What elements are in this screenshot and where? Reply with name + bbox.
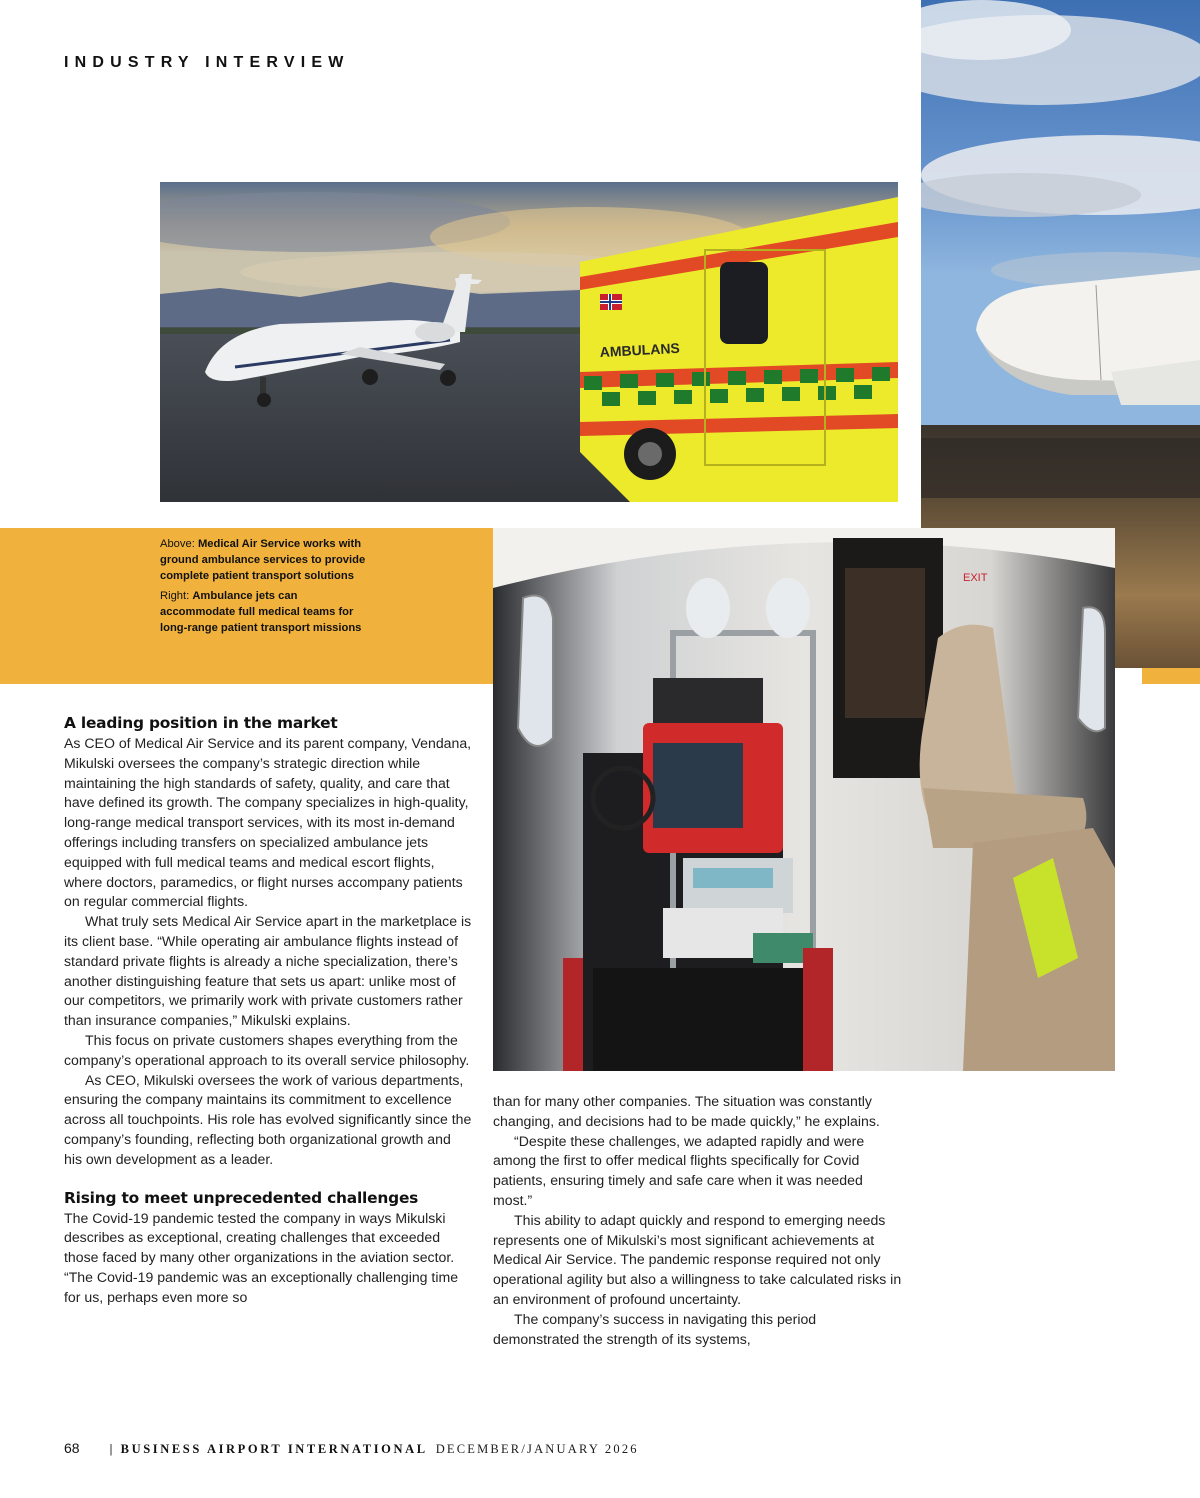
caption-above-text: Medical Air Service works with ground ambulance services to provide complete patient transport solutions bbox=[160, 538, 366, 582]
paragraph: The Covid-19 pandemic tested the company in ways Mikulski describes as exceptional, creating challenges that exceeded those faced by many other organizations in the aviation sector. “The Covid-19 pandemic was an exceptionally challenging time for us, perhaps even more so bbox=[64, 1209, 459, 1305]
article-column-right bbox=[493, 1092, 903, 1349]
heading-leading-position: A leading position in the market bbox=[64, 714, 338, 732]
exit-sign: EXIT bbox=[963, 572, 988, 584]
paragraph: “Despite these challenges, we adapted rapidly and were among the first to offer medical flights specifically for Covid patients, ensuring timely and safe care when it was needed most.” bbox=[493, 1132, 865, 1208]
article-column-left bbox=[64, 713, 472, 1308]
ambulance-label: AMBULANS bbox=[599, 339, 681, 360]
issue-date: DECEMBER/JANUARY 2026 bbox=[435, 1442, 639, 1456]
page-footer bbox=[64, 1440, 639, 1460]
page-number: 68 bbox=[64, 1440, 80, 1456]
paragraph: As CEO, Mikulski oversees the work of various departments, ensuring the company maintains its commitment to excellence across all touchpoints. His role has evolved significantly since the company’s founding, reflecting both organizational growth and his own development as a leader. bbox=[64, 1071, 472, 1167]
caption-right-label: Right: bbox=[160, 590, 190, 602]
paragraph: The company’s success in navigating this period demonstrated the strength of its systems, bbox=[493, 1310, 817, 1347]
photo-caption bbox=[160, 536, 370, 640]
jet-and-ambulance-photo bbox=[160, 182, 898, 502]
heading-challenges: Rising to meet unprecedented challenges bbox=[64, 1188, 419, 1207]
caption-right-text: Ambulance jets can accommodate full medical teams for long-range patient transport missions bbox=[160, 590, 362, 634]
paragraph: As CEO of Medical Air Service and its parent company, Vendana, Mikulski oversees the company’s strategic direction while maintaining the high standards of safety, quality, and care that have defined its growth. The company specializes in high-quality, long-range medical transport services, with its most in-demand offerings including transfers on specialized ambulance jets equipped with full medical teams and medical escort flights, where doctors, paramedics, or flight nurses accompany patients on regular commercial flights. bbox=[64, 735, 472, 910]
paragraph: This focus on private customers shapes everything from the company’s operational approach to its overall service philosophy. bbox=[64, 1031, 470, 1068]
paragraph: This ability to adapt quickly and respond to emerging needs represents one of Mikulski’s most significant achievements at Medical Air Service. The pandemic response required not only operational agility but also a willingness to take calculated risks in an environment of profound uncertainty. bbox=[493, 1211, 902, 1307]
accent-strip bbox=[1142, 668, 1200, 684]
cabin-interior-photo bbox=[493, 528, 1115, 1071]
paragraph: than for many other companies. The situation was constantly changing, and decisions had to be made quickly,” he explains. bbox=[493, 1093, 880, 1129]
section-label: INDUSTRY INTERVIEW bbox=[64, 54, 350, 71]
caption-above-label: Above: bbox=[160, 538, 195, 550]
paragraph: What truly sets Medical Air Service apart in the marketplace is its client base. “While operating air ambulance flights instead of standard private flights is already a niche specialization, there’s another distinguishing feature that sets us apart: unlike most of our competitors, we primarily work with private customers rather than insurance companies,” Mikulski explains. bbox=[64, 913, 472, 1029]
publication-name: | BUSINESS AIRPORT INTERNATIONAL bbox=[109, 1442, 428, 1456]
